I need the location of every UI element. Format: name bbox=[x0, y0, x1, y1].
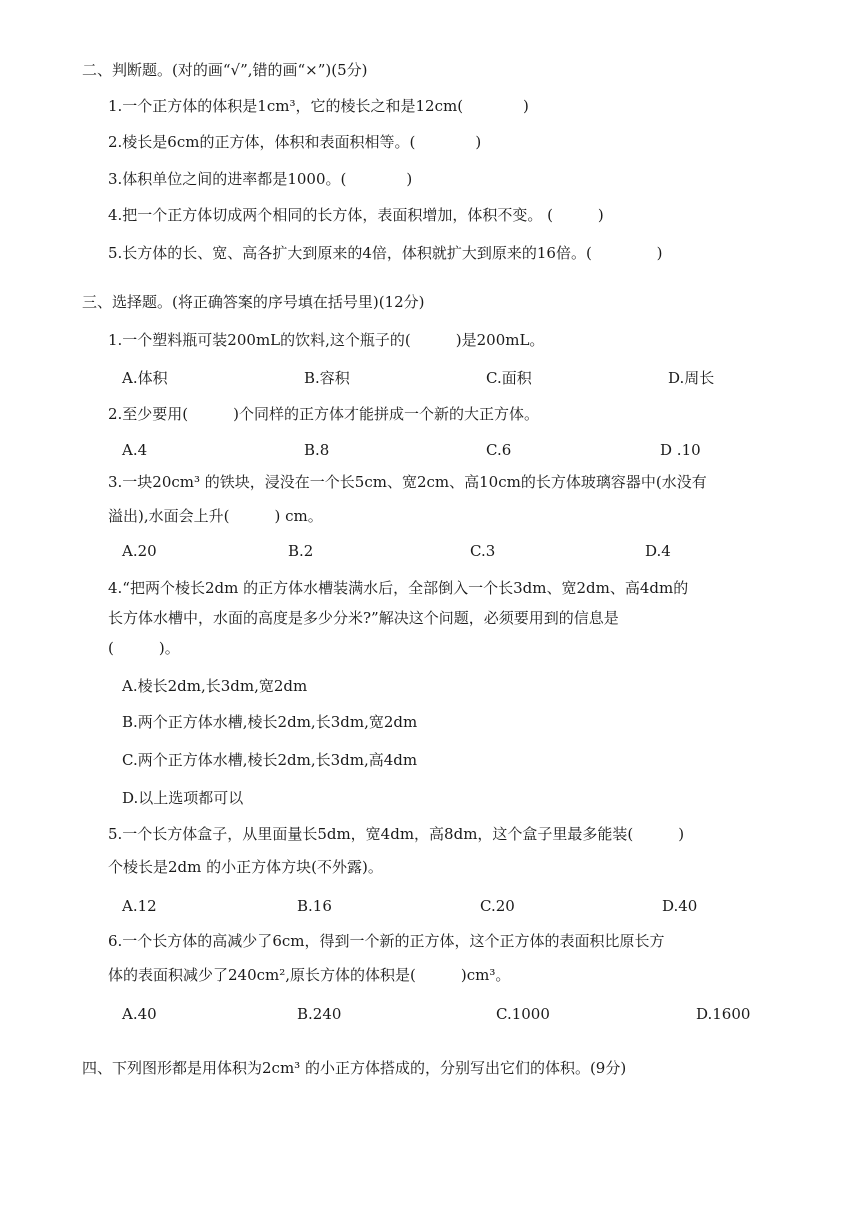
choice-q3-option-a: A.20 bbox=[122, 542, 157, 560]
choice-q4-line-1: 4.“把两个棱长2dm 的正方体水槽装满水后，全部倒入一个长3dm、宽2dm、高4dm的 bbox=[108, 579, 689, 597]
choice-q4-option-a: A.棱长2dm,长3dm,宽2dm bbox=[122, 677, 308, 695]
section-3-title: 三、选择题。(将正确答案的序号填在括号里)(12分) bbox=[82, 293, 425, 311]
choice-q5-option-d: D.40 bbox=[662, 897, 698, 915]
choice-q5-option-a: A.12 bbox=[122, 897, 157, 915]
choice-q2-option-c: C.6 bbox=[486, 441, 512, 459]
judge-q1: 1.一个正方体的体积是1cm³，它的棱长之和是12cm( ) bbox=[108, 97, 529, 115]
choice-q6-option-c: C.1000 bbox=[496, 1005, 550, 1023]
choice-q5-line-1: 5.一个长方体盒子，从里面量长5dm，宽4dm，高8dm，这个盒子里最多能装( ) bbox=[108, 825, 685, 843]
section-4-title: 四、下列图形都是用体积为2cm³ 的小正方体搭成的，分别写出它们的体积。(9分) bbox=[82, 1059, 627, 1077]
choice-q4-line-3: ( )。 bbox=[108, 639, 180, 657]
choice-q1-option-a: A.体积 bbox=[122, 369, 168, 387]
choice-q6-option-d: D.1600 bbox=[696, 1005, 751, 1023]
choice-q2-option-b: B.8 bbox=[304, 441, 330, 459]
choice-q4-option-b: B.两个正方体水槽,棱长2dm,长3dm,宽2dm bbox=[122, 713, 418, 731]
choice-q2-option-d: D .10 bbox=[660, 441, 701, 459]
section-2-title: 二、判断题。(对的画“√”,错的画“×”)(5分) bbox=[82, 61, 368, 79]
choice-q6-line-1: 6.一个长方体的高减少了6cm，得到一个新的正方体，这个正方体的表面积比原长方 bbox=[108, 932, 665, 950]
choice-q2: 2.至少要用( )个同样的正方体才能拼成一个新的大正方体。 bbox=[108, 405, 540, 423]
choice-q3-line-1: 3.一块20cm³ 的铁块，浸没在一个长5cm、宽2cm、高10cm的长方体玻璃容器中(水没有 bbox=[108, 473, 707, 491]
choice-q3-option-d: D.4 bbox=[645, 542, 671, 560]
choice-q5-option-c: C.20 bbox=[480, 897, 515, 915]
choice-q1-option-d: D.周长 bbox=[668, 369, 715, 387]
judge-q2: 2.棱长是6cm的正方体，体积和表面积相等。( ) bbox=[108, 133, 482, 151]
choice-q1-option-b: B.容积 bbox=[304, 369, 350, 387]
judge-q4: 4.把一个正方体切成两个相同的长方体，表面积增加，体积不变。 ( ) bbox=[108, 206, 604, 224]
judge-q5: 5.长方体的长、宽、高各扩大到原来的4倍，体积就扩大到原来的16倍。( ) bbox=[108, 244, 663, 262]
choice-q1: 1.一个塑料瓶可装200mL的饮料,这个瓶子的( )是200mL。 bbox=[108, 331, 545, 349]
choice-q3-option-b: B.2 bbox=[288, 542, 314, 560]
choice-q4-option-d: D.以上选项都可以 bbox=[122, 789, 244, 807]
choice-q5-option-b: B.16 bbox=[297, 897, 332, 915]
judge-q3: 3.体积单位之间的进率都是1000。( ) bbox=[108, 170, 413, 188]
choice-q5-line-2: 个棱长是2dm 的小正方体方块(不外露)。 bbox=[108, 858, 383, 876]
choice-q2-option-a: A.4 bbox=[122, 441, 148, 459]
choice-q1-option-c: C.面积 bbox=[486, 369, 532, 387]
choice-q3-line-2: 溢出),水面会上升( ) cm。 bbox=[108, 507, 323, 525]
choice-q6-line-2: 体的表面积减少了240cm²,原长方体的体积是( )cm³。 bbox=[108, 966, 511, 984]
choice-q4-line-2: 长方体水槽中，水面的高度是多少分米?”解决这个问题，必须要用到的信息是 bbox=[108, 609, 619, 627]
choice-q6-option-a: A.40 bbox=[122, 1005, 157, 1023]
choice-q4-option-c: C.两个正方体水槽,棱长2dm,长3dm,高4dm bbox=[122, 751, 418, 769]
choice-q6-option-b: B.240 bbox=[297, 1005, 342, 1023]
choice-q3-option-c: C.3 bbox=[470, 542, 496, 560]
